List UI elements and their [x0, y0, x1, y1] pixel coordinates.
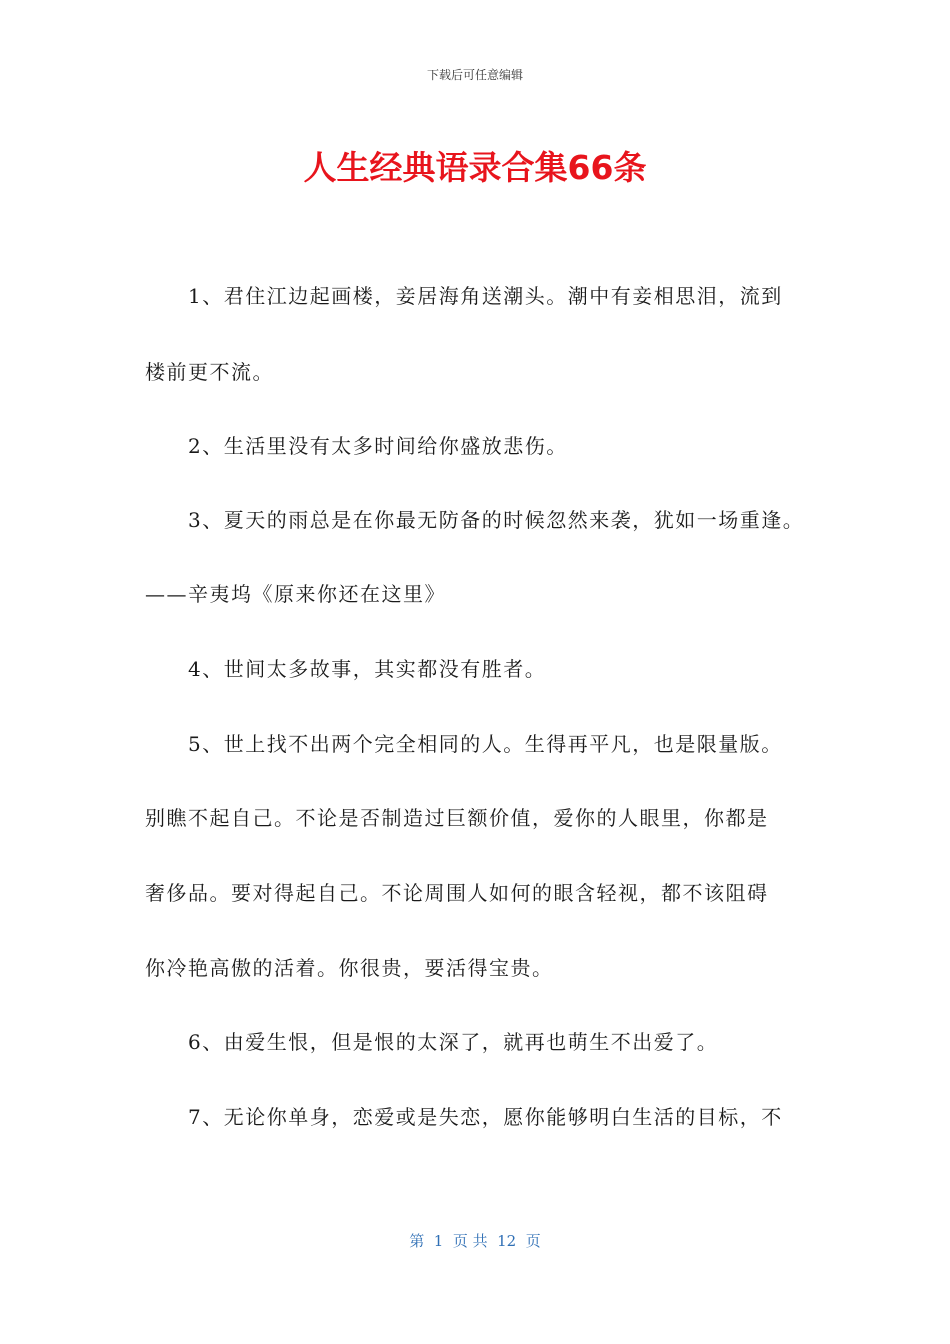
paragraph-line-11: 6、由爱生恨，但是恨的太深了，就再也萌生不出爱了。	[188, 1030, 719, 1054]
header-note: 下载后可任意编辑	[426, 68, 523, 82]
paragraph-line-8: 别瞧不起自己。不论是否制造过巨额价值，爱你的人眼里，你都是	[145, 806, 769, 830]
paragraph-line-7: 5、世上找不出两个完全相同的人。生得再平凡，也是限量版。	[188, 732, 783, 756]
paragraph-line-1: 1、君住江边起画楼，妾居海角送潮头。潮中有妾相思泪，流到	[188, 284, 783, 308]
paragraph-line-12: 7、无论你单身，恋爱或是失恋，愿你能够明白生活的目标，不	[188, 1105, 783, 1129]
paragraph-line-10: 你冷艳高傲的活着。你很贵，要活得宝贵。	[145, 956, 554, 980]
paragraph-line-4: 3、夏天的雨总是在你最无防备的时候忽然来袭，犹如一场重逢。	[188, 508, 805, 532]
paragraph-line-5: ——辛夷坞《原来你还在这里》	[145, 582, 446, 606]
paragraph-line-9: 奢侈品。要对得起自己。不论周围人如何的眼含轻视，都不该阻碍	[145, 881, 769, 905]
paragraph-line-2: 楼前更不流。	[145, 360, 274, 384]
paragraph-line-6: 4、世间太多故事，其实都没有胜者。	[188, 657, 547, 681]
document-title: 人生经典语录合集66条	[303, 148, 647, 187]
paragraph-line-3: 2、生活里没有太多时间给你盛放悲伤。	[188, 434, 568, 458]
page-number-footer: 第 1 页 共 12 页	[409, 1232, 541, 1250]
